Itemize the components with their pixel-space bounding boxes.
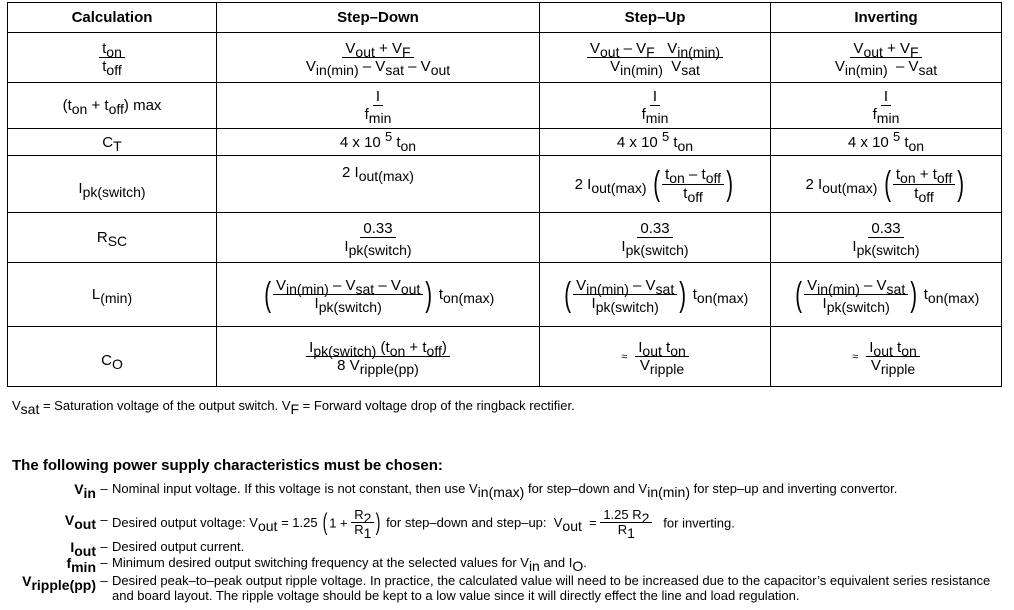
cell: $\frac{0.33}{I_{pk(switch)}}$	[540, 213, 771, 263]
cell: $\frac{0.33}{I_{pk(switch)}}$	[771, 213, 1002, 263]
header-inverting: Inverting	[771, 3, 1002, 33]
cell: ( $\frac{V_{in(min)} - V_{sat} - V_{out}}{I_{pk(switch)}}$ ) $t_{on(max)}$	[217, 263, 540, 327]
table-row	[8, 156, 1002, 213]
table-row	[8, 83, 1002, 129]
row-label-ipk: $I_{pk(switch)}$	[8, 156, 217, 213]
row-label-rsc: $R_{SC}$	[8, 213, 217, 263]
cell: 2 $I_{out(max)}$	[217, 156, 540, 213]
cell: $\frac{V_{out} - V_F V_{in(min)}}{V_{in(min)} V_{sat}}$	[540, 33, 771, 83]
cell: 2 $I_{out(max)}$ ( $\frac{t_{on} + t_{off}}{t_{off}}$ )	[771, 156, 1002, 213]
cell: ( $\frac{V_{in(min)} - V_{sat}}{I_{pk(switch)}}$ ) $t_{on(max)}$	[540, 263, 771, 327]
calculation-table	[7, 2, 1002, 387]
characteristic-iout: $I_{out}$ – Desired output current.	[70, 539, 245, 559]
cell: $\frac{V_{out} + V_F}{V_{in(min)} - V_{sat} - V_{out}}$	[217, 33, 540, 83]
table-footnote: $V_{sat}$ = Saturation voltage of the output switch. $V_F$ = Forward voltage drop of the ringback rectifier.	[12, 398, 575, 417]
cell: ≈ $\frac{I_{out} t_{on}}{V_{ripple}}$	[540, 327, 771, 387]
characteristic-vripple: $V_{ripple(pp)}$ – Desired peak–to–peak output ripple voltage. In practice, the calculated value will need to be increased due to the capacitor’s equivalent series resistance and board layout. The ripple voltage should be kept to a low value since it will directly effect the line and load regulation.	[22, 573, 991, 603]
row-label-co: $C_O$	[8, 327, 217, 387]
cell: $\frac{I}{f_{min}}$	[771, 83, 1002, 129]
cell: 2 $I_{out(max)}$ ( $\frac{t_{on} - t_{off}}{t_{off}}$ )	[540, 156, 771, 213]
header-step-down: Step–Down	[217, 3, 540, 33]
cell: $\frac{V_{out} + V_F}{V_{in(min)} - V_{sat}}$	[771, 33, 1002, 83]
characteristic-vout: $V_{out}$ – Desired output voltage: $V_{out} = 1.25$ ( 1 + $\frac{R_2}{R_1}$ ) for step–down and step–up: $V_{out}$ = $\frac{1.25 R_2}{R_1}$ for inverting.	[64, 507, 735, 542]
row-label-ct: $C_T$	[8, 129, 217, 156]
table-header-row	[8, 3, 1002, 33]
header-step-up: Step–Up	[540, 3, 771, 33]
cell: 4 x 10 $^5$ $t_{on}$	[771, 129, 1002, 156]
row-label-lmin: $L_{(min)}$	[8, 263, 217, 327]
row-label-period: $(t_{on} + t_{off})$ max	[8, 83, 217, 129]
table-row	[8, 263, 1002, 327]
cell: $\frac{I_{pk(switch)} (t_{on} + t_{off})}{8 V_{ripple(pp)}}$	[217, 327, 540, 387]
cell: $\frac{I}{f_{min}}$	[217, 83, 540, 129]
cell: 4 x 10 $^5$ $t_{on}$	[217, 129, 540, 156]
cell: 4 x 10 $^5$ $t_{on}$	[540, 129, 771, 156]
table-row	[8, 327, 1002, 387]
table-row	[8, 129, 1002, 156]
header-calculation: Calculation	[8, 3, 217, 33]
table-row	[8, 213, 1002, 263]
table-row	[8, 33, 1002, 83]
cell: $\frac{0.33}{I_{pk(switch)}}$	[217, 213, 540, 263]
cell: $\frac{I}{f_{min}}$	[540, 83, 771, 129]
cell: ≈ $\frac{I_{out} t_{on}}{V_{ripple}}$	[771, 327, 1002, 387]
characteristic-vin: $V_{in}$ – Nominal input voltage. If this voltage is not constant, then use $V_{in(max)}$ for step–down and $V_{in(min)}$ for step–up and inverting convertor.	[74, 481, 898, 501]
cell: ( $\frac{V_{in(min)} - V_{sat}}{I_{pk(switch)}}$ ) $t_{on(max)}$	[771, 263, 1002, 327]
section-title: The following power supply characteristics must be chosen:	[12, 457, 443, 474]
characteristic-fmin: $f_{min}$ – Minimum desired output switching frequency at the selected values for $V_{in}$ and $I_O$.	[66, 555, 587, 575]
row-label-ton-toff: $\frac{t_{on}}{t_{off}}$	[8, 33, 217, 83]
